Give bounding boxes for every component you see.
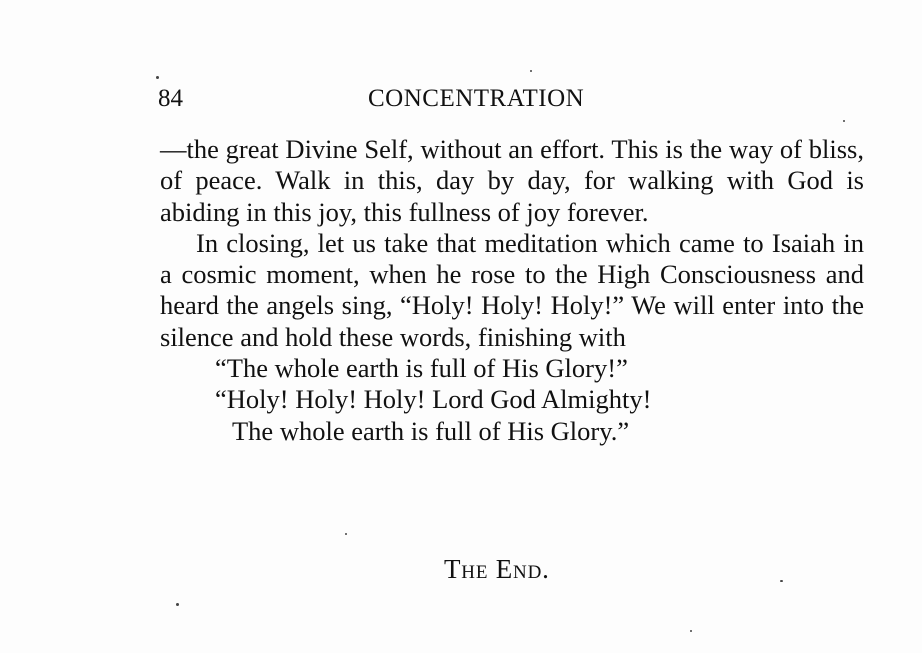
quote-line-1: “The whole earth is full of His Glory!” [215,353,628,384]
paragraph-closing: In closing, let us take that meditation which came to Isaiah in a cosmic moment, when he rose to the High Consciousness and heard the angels sing, “Holy! Holy! Holy!” We will enter into the silence and hold these words, finishing with [160,227,864,352]
page-header [158,84,862,114]
running-title: CONCENTRATION [368,85,585,112]
quote-line-2: “Holy! Holy! Holy! Lord God Almighty! [215,384,652,415]
scan-speck [345,533,347,535]
scan-speck [156,76,159,79]
scan-speck [690,630,692,632]
scan-speck [530,70,532,72]
scan-speck [176,603,179,606]
quote-line-3: The whole earth is full of His Glory.” [232,415,630,446]
paragraph-continuation: —the great Divine Self, without an effort. This is the way of bliss, of peace. Walk in this, day by day, for walking with God is abiding in this joy, this fullness of joy forever. [160,134,864,227]
scan-speck [843,120,845,122]
the-end-heading: The End. [444,554,550,584]
scan-speck [780,580,783,582]
page-number: 84 [158,85,183,112]
body-text [160,134,864,447]
